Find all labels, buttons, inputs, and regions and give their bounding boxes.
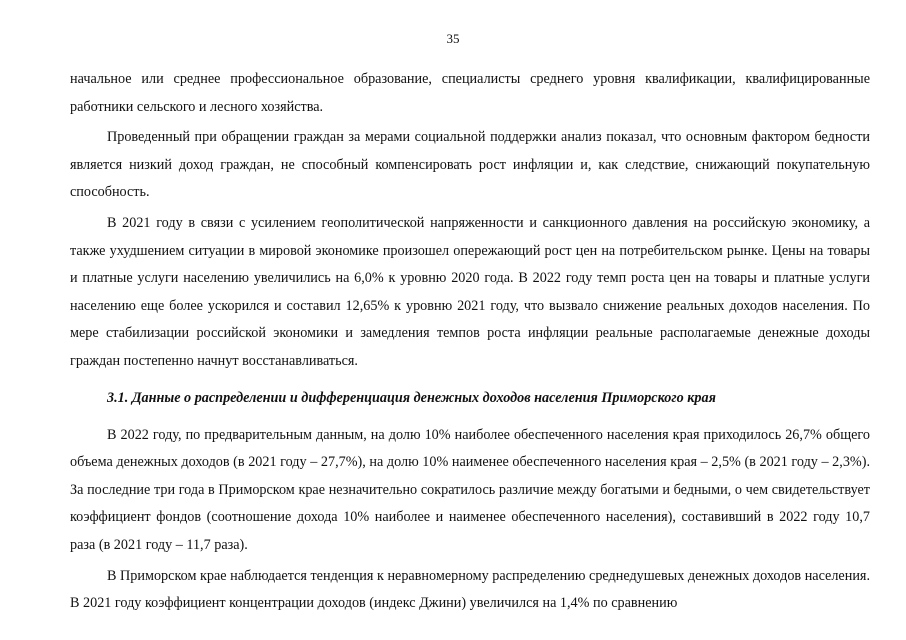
paragraph-poverty-analysis: Проведенный при обращении граждан за мерами социальной поддержки анализ показал, что основным фактором бедности является низкий доход граждан, не способный компенсировать рост инфляции и, как следствие, снижающий покупательную способность. — [70, 129, 870, 201]
paragraph-income-distribution: В 2022 году, по предварительным данным, на долю 10% наиболее обеспеченного населения края приходилось 26,7% общего объема денежных доходов (в 2021 году – 27,7%), на долю 10% наименее обеспеченного населения края – 2,5% (в 2021 году – 2,3%). За последние три года в Приморском крае незначительно сократилось различие между богатыми и бедными, о чем свидетельствует коэффициент фондов (соотношение дохода 10% наиболее и наименее обеспеченного населения), составивший в 2022 году 10,7 раза (в 2021 году – 11,7 раза). — [70, 426, 870, 553]
page-number: 35 — [446, 31, 460, 46]
document-body — [70, 66, 870, 618]
section-heading: 3.1. Данные о распределении и дифференциация денежных доходов населения Приморского края — [107, 389, 716, 406]
paragraph-continuation: начальное или среднее профессиональное образование, специалисты среднего уровня квалификации, квалифицированные работники сельского и лесного хозяйства. — [70, 71, 870, 115]
paragraph-gini-index: В Приморском крае наблюдается тенденция к неравномерному распределению среднедушевых денежных доходов населения. В 2021 году коэффициент концентрации доходов (индекс Джини) увеличился на 1,4% по сравнению — [70, 567, 870, 612]
paragraph-price-growth: В 2021 году в связи с усилением геополитической напряженности и санкционного давления на российскую экономику, а также ухудшением ситуации в мировой экономике произошел опережающий рост цен на потребительском рынке. Цены на товары и платные услуги населению увеличились на 6,0% к уровню 2020 года. В 2022 году темп роста цен на товары и платные услуги населению еще более ускорился и составил 12,65% к уровню 2021 году, что вызвало снижение реальных доходов населения. По мере стабилизации российской экономики и замедления темпов роста инфляции реальные располагаемые денежные доходы граждан постепенно начнут восстанавливаться. — [70, 214, 870, 369]
